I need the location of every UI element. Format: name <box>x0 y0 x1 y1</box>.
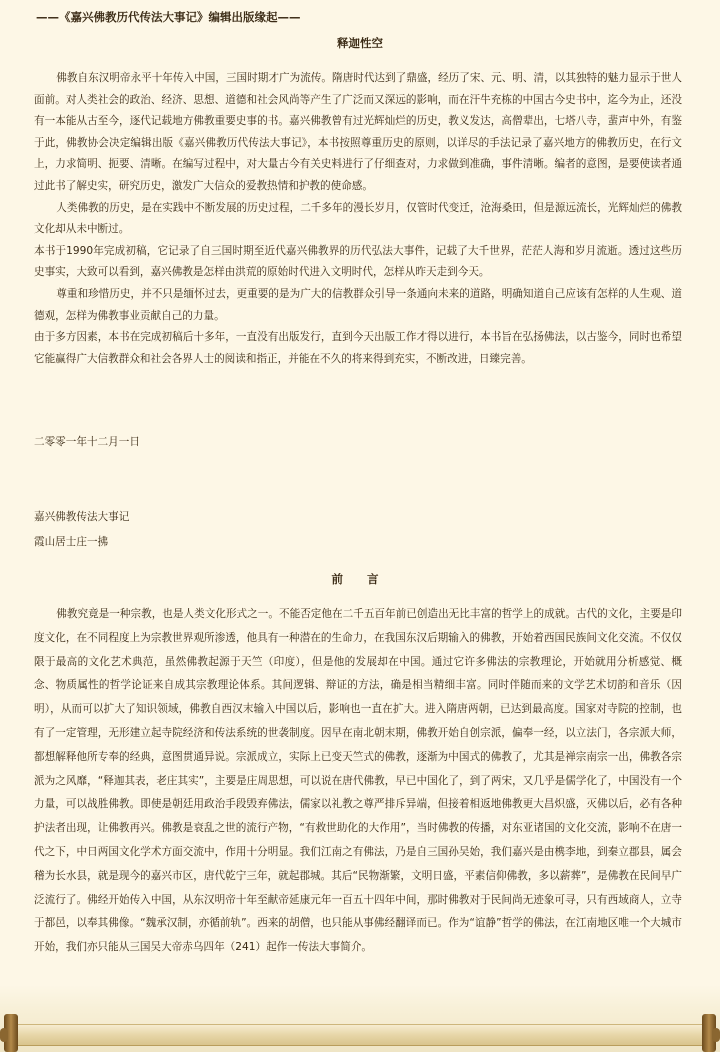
intro-paragraph-4: 尊重和珍惜历史，并不只是缅怀过去，更重要的是为广大的信教群众引导一条通向未来的道路，明确知道自己应该有怎样的人生观、道德观，怎样为佛教事业贡献自己的力量。 <box>34 287 682 322</box>
scroll-knob-left-icon <box>0 1028 8 1042</box>
intro-paragraph-3: 本书于1990年完成初稿，它记录了自三国时期至近代嘉兴佛教界的历代弘法大事件，记载了大千世界，茫茫人海和岁月流逝。透过这些历史事实，大致可以看到，嘉兴佛教是怎样由洪荒的原始时代进入文明时代，怎样从昨天走到今天。 <box>34 244 682 279</box>
book-title: 嘉兴佛教传法大事记 <box>34 511 130 523</box>
preface-section <box>34 603 682 960</box>
book-byline: 霞山居士庄一拂 <box>34 536 109 548</box>
intro-paragraph-2: 人类佛教的历史，是在实践中不断发展的历史过程，二千多年的漫长岁月，仅管时代变迁，沧海桑田，但是源远流长，光辉灿烂的佛教文化却从未中断过。 <box>34 201 682 236</box>
scroll-knob-right-icon <box>712 1028 720 1042</box>
author-name: 释迦性空 <box>337 36 383 50</box>
intro-paragraph-1: 佛教自东汉明帝永平十年传入中国，三国时期才广为流传。隋唐时代达到了鼎盛，经历了宋、元、明、清，以其独特的魅力显示于世人面前。对人类社会的政治、经济、思想、道德和社会风尚等产生了广泛而又深远的影响，而在汗牛充栋的中国古今史书中，迄今为止，还没有一本能从古至今，逐代记载地方佛教重要史事的书。嘉兴佛教曾有过光辉灿烂的历史，教义发达，高僧辈出，七塔八寺，蜚声中外，有鉴于此，佛教协会决定编辑出版《嘉兴佛教历代传法大事记》，本书按照尊重历史的原则，以详尽的手法记录了嘉兴地方的佛教历史，在行文上，力求简明、扼要、清晰。在编写过程中，对大量古今有关史料进行了仔细查对，力求做到准确，事件清晰。编者的意图，是要使读者通过此书了解史实，研究历史，激发广大信众的爱教热情和护教的使命感。 <box>34 72 682 192</box>
scroll-rod <box>14 1024 706 1046</box>
preface-paragraph: 佛教究竟是一种宗教，也是人类文化形式之一。不能否定他在二千五百年前已创造出无比丰富的哲学上的成就。古代的文化，主要是印度文化，在不同程度上为宗教世界观所渗透，他具有一种潜在的生命力，在我国东汉后期输入的佛教，开始着西国民族间文化交流。不仅仅限于最高的文化艺术典范，虽然佛教起源于天竺（印度），但是他的发展却在中国。通过它许多佛法的宗教理论，开始就用分析感觉、概念、物质属性的哲学论证来自成其宗教理论体系。其间逻辑、辩证的方法，确是相当精细丰富。同时伴随而来的文学艺术切韵和音乐（因明），从而可以扩大了知识领域，佛教自西汉末输入中国以后，影响也一直在扩大。进入隋唐两朝，已达到最高度。国家对寺院的控制，也有了一定管理，无形建立起寺院经济和传法系统的世袭制度。因早在南北朝末期，佛教开始自创宗派，偏奉一经，以立法门，各宗派大师，都想解释他所专奉的经典，意图贯通异说。宗派成立，实际上已变天竺式的佛教，逐渐为中国式的佛教了，尤其是禅宗南宗一出，佛教各宗派为之风靡，“释迦其表，老庄其实”，主要是庄周思想，可以说在唐代佛教，早已中国化了，到了两宋，又几乎是儒学化了，中国没有一个力量，可以战胜佛教。即使是朝廷用政治手段毁弃佛法，儒家以礼教之尊严排斥异端，但接着相返地佛教更大昌炽盛，灭佛以后，必有各种护法者出现，让佛教再兴。佛教是衰乱之世的流行产物，“有救世助化的大作用”，当时佛教的传播，对东亚诸国的文化交流，影响不在唐一代之下，中日两国文化学术方面交流中，作用十分明显。我们江南之有佛法，乃是自三国孙吴始，我们嘉兴是由槜李地，到秦立郡县，属会稽为长水县，就是现今的嘉兴市区，唐代乾宁三年，就起郡城。其后“民物渐繁，文明日盛，平素信仰佛教，多以薪葬”，是佛教在民间早广泛流行了。佛经开始传入中国，从东汉明帝十年至献帝延康元年一百五十四年中间，那时佛教对于民间尚无迹象可寻，只有西域商人，立寺于都邑，以奉其佛像。“魏承汉制，亦循前轨”。西来的胡僧，也只能从事佛经翻译而已。作为“谊静”哲学的佛法，在江南地区唯一个大城市开始，我们亦只能从三国吴大帝赤乌四年（241）起作一传法大事简介。 <box>34 608 682 954</box>
preface-title: 前 言 <box>331 572 389 586</box>
date-line: 二零零一年十二月一日 <box>34 436 140 448</box>
intro-paragraph-5: 由于多方因素，本书在完成初稿后十多年，一直没有出版发行，直到今天出版工作才得以进行，本书旨在弘扬佛法，以古鉴今，同时也希望它能赢得广大信教群众和社会各界人士的阅读和指正，并能在不久的将来得到充实，不断改进，日臻完善。 <box>34 331 682 365</box>
intro-section <box>34 68 682 370</box>
title-line: ——《嘉兴佛教历代传法大事记》编辑出版缘起—— <box>36 10 301 24</box>
